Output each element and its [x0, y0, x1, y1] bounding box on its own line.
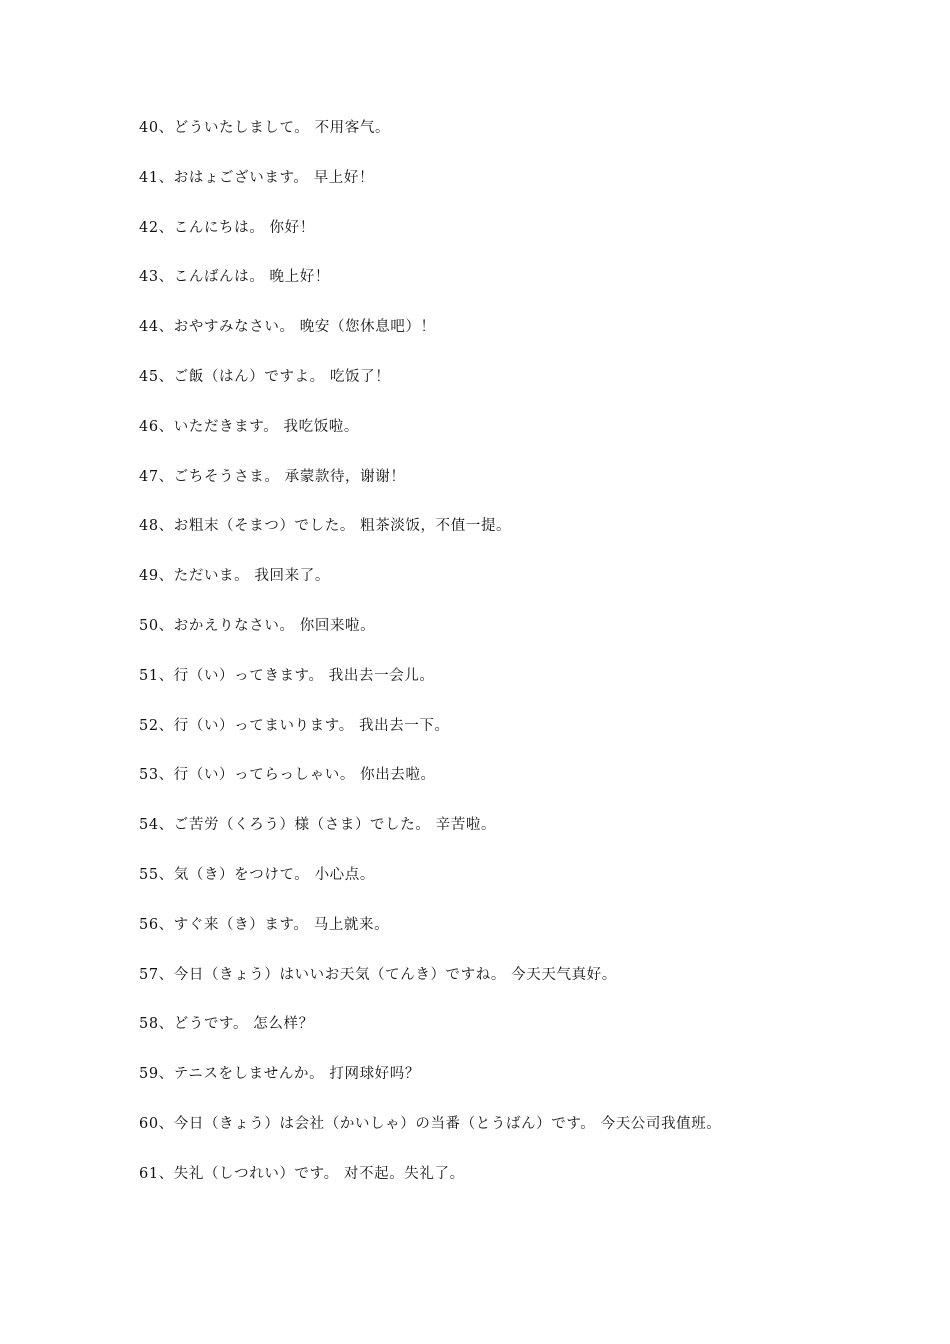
list-item: 60、今日（きょう）は会社（かいしゃ）の当番（とうばん）です。 今天公司我值班。 [139, 1115, 722, 1132]
phrase-list [139, 116, 929, 1212]
list-item: 50、おかえりなさい。 你回来啦。 [139, 617, 376, 634]
list-item: 40、どういたしまして。 不用客气。 [139, 120, 391, 136]
list-item: 52、行（い）ってまいります。 我出去一下。 [139, 717, 450, 734]
list-item: 46、いただきます。 我吃饭啦。 [139, 418, 359, 435]
list-item: 56、すぐ来（き）ます。 马上就来。 [139, 916, 390, 933]
list-item: 58、どうです。 怎么样？ [139, 1016, 314, 1033]
list-item: 45、ご飯（はん）ですよ。 吃饭了！ [139, 368, 391, 385]
list-item: 42、こんにちは。 你好！ [139, 219, 315, 236]
list-item: 61、失礼（しつれい）です。 对不起。失礼了。 [139, 1165, 465, 1182]
list-item: 51、行（い）ってきます。 我出去一会儿。 [139, 667, 435, 684]
list-item: 41、おはょございます。 早上好！ [139, 169, 375, 186]
list-item: 53、行（い）ってらっしゃい。 你出去啦。 [139, 767, 436, 784]
list-item: 54、ご苦労（くろう）様（さま）でした。 辛苦啦。 [139, 817, 497, 834]
list-item: 57、今日（きょう）はいいお天気（てんき）ですね。 今天天气真好。 [139, 966, 617, 983]
list-item: 47、ごちそうさま。 承蒙款待，谢谢！ [139, 468, 406, 485]
list-item: 55、気（き）をつけて。 小心点。 [139, 866, 375, 883]
list-item: 43、こんばんは。 晚上好！ [139, 269, 330, 286]
list-item: 48、お粗末（そまつ）でした。 粗茶淡饭，不值一提。 [139, 518, 512, 535]
list-item: 59、テニスをしませんか。 打网球好吗？ [139, 1066, 420, 1083]
list-item: 49、ただいま。 我回来了。 [139, 568, 330, 585]
list-item: 44、おやすみなさい。 晚安（您休息吧）！ [139, 319, 436, 336]
